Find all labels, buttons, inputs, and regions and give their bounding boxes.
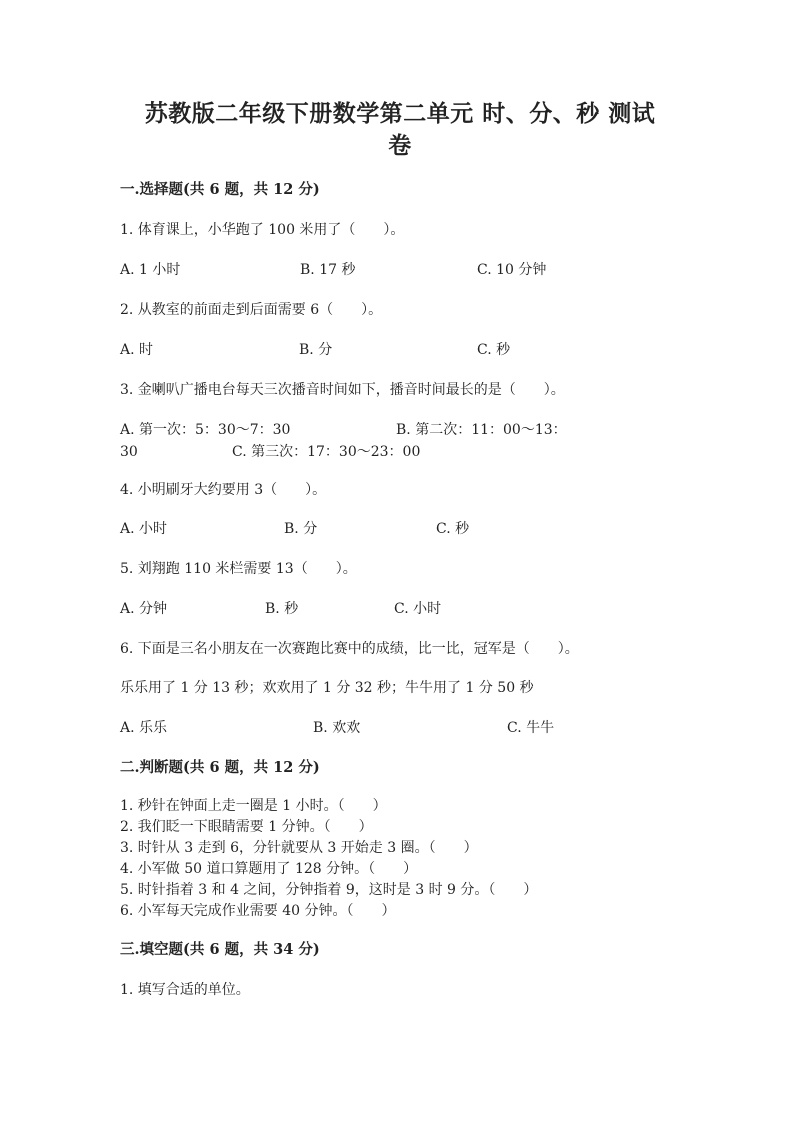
option-c: C. 牛牛 bbox=[507, 720, 555, 736]
option-b: B. 欢欢 bbox=[313, 720, 361, 736]
list-item: 1. 秒针在钟面上走一圈是 1 小时。（ ） bbox=[120, 798, 387, 814]
title-line-1: 苏教版二年级下册数学第二单元 时、分、秒 测试 bbox=[144, 100, 656, 127]
question-stem: 2. 从教室的前面走到后面需要 6（ ）。 bbox=[120, 302, 383, 318]
option-a: A. 第一次：5：30～7：30 bbox=[120, 422, 291, 438]
question-stem: 1. 填写合适的单位。 bbox=[120, 982, 250, 998]
option-b: B. 分 bbox=[299, 342, 333, 358]
option-a: A. 时 bbox=[120, 342, 154, 358]
option-c: C. 第三次：17：30～23：00 bbox=[232, 444, 421, 460]
question-stem: 3. 金喇叭广播电台每天三次播音时间如下，播音时间最长的是（ ）。 bbox=[120, 382, 565, 398]
question-stem: 5. 刘翔跑 110 米栏需要 13（ ）。 bbox=[120, 561, 357, 577]
question-stem: 4. 小明刷牙大约要用 3（ ）。 bbox=[120, 482, 327, 498]
option-b: B. 分 bbox=[284, 521, 318, 537]
page-title bbox=[110, 98, 690, 162]
option-a: A. 分钟 bbox=[120, 601, 168, 617]
option-a: A. 小时 bbox=[120, 521, 168, 537]
option-b-continued: 30 bbox=[120, 444, 138, 460]
list-item: 5. 时针指着 3 和 4 之间，分钟指着 9，这时是 3 时 9 分。（ ） bbox=[120, 882, 538, 898]
list-item: 6. 小军每天完成作业需要 40 分钟。（ ） bbox=[120, 903, 396, 919]
option-c: C. 秒 bbox=[436, 521, 470, 537]
option-a: A. 乐乐 bbox=[120, 720, 168, 736]
question-info: 乐乐用了 1 分 13 秒；欢欢用了 1 分 32 秒；牛牛用了 1 分 50 秒 bbox=[120, 680, 534, 696]
option-c: C. 10 分钟 bbox=[477, 262, 547, 278]
title-line-2: 卷 bbox=[388, 132, 412, 159]
list-item: 2. 我们眨一下眼睛需要 1 分钟。（ ） bbox=[120, 819, 373, 835]
option-c: C. 秒 bbox=[477, 342, 511, 358]
option-b: B. 17 秒 bbox=[300, 262, 356, 278]
option-b: B. 秒 bbox=[265, 601, 299, 617]
list-item: 3. 时针从 3 走到 6，分针就要从 3 开始走 3 圈。（ ） bbox=[120, 840, 478, 856]
option-b: B. 第二次：11：00～13： bbox=[396, 422, 567, 438]
section-heading-choice: 一.选择题(共 6 题，共 12 分) bbox=[120, 181, 320, 198]
section-heading-fill: 三.填空题(共 6 题，共 34 分) bbox=[120, 941, 320, 958]
question-stem: 1. 体育课上，小华跑了 100 米用了（ ）。 bbox=[120, 222, 405, 238]
option-a: A. 1 小时 bbox=[120, 262, 181, 278]
question-stem: 6. 下面是三名小朋友在一次赛跑比赛中的成绩，比一比，冠军是（ ）。 bbox=[120, 641, 579, 657]
section-heading-judgment: 二.判断题(共 6 题，共 12 分) bbox=[120, 759, 320, 776]
list-item: 4. 小军做 50 道口算题用了 128 分钟。（ ） bbox=[120, 861, 418, 877]
option-c: C. 小时 bbox=[394, 601, 442, 617]
